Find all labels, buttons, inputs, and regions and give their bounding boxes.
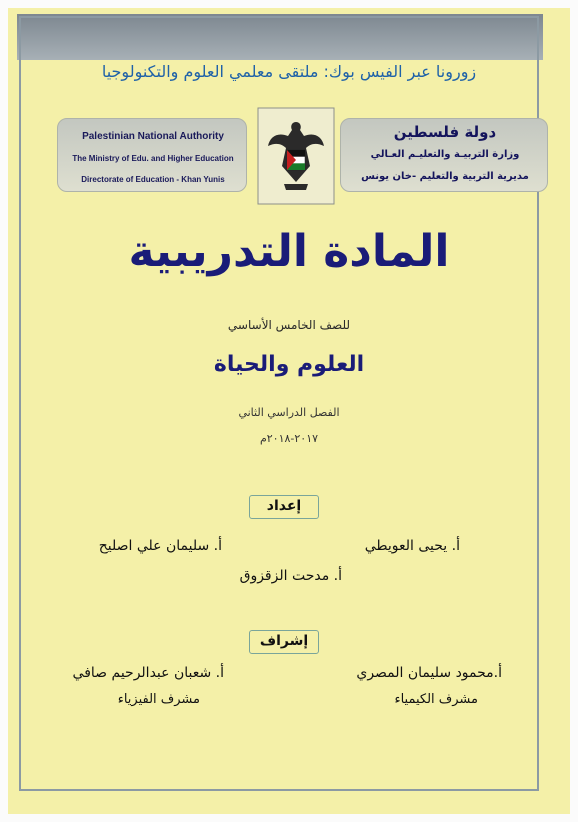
ministry-name-en: The Ministry of Edu. and Higher Education xyxy=(72,154,234,163)
subject-title: العلوم والحياة xyxy=(213,352,365,377)
semester-label: الفصل الدراسي الثاني xyxy=(238,406,340,419)
supervisor-role: مشرف الفيزياء xyxy=(117,692,200,707)
supervisor-role: مشرف الكيمياء xyxy=(394,692,478,707)
supervisor-name: أ.محمود سليمان المصري xyxy=(356,665,502,681)
facebook-line[interactable]: زورونا عبر الفيس بوك: ملتقى معلمي العلوم والتكنولوجيا xyxy=(101,62,477,81)
arabic-header-box xyxy=(340,118,548,192)
preparer-name: أ. مدحت الزقزوق xyxy=(239,568,342,584)
grade-label: للصف الخامس الأساسي xyxy=(227,318,351,332)
supervisor-name: أ. شعبان عبدالرحيم صافي xyxy=(72,665,224,681)
page-title: المادة التدريبية xyxy=(128,226,450,277)
supervision-label: إشراف xyxy=(249,630,319,654)
directorate-name-en: Directorate of Education - Khan Yunis xyxy=(81,175,225,184)
english-header-box xyxy=(57,118,247,192)
state-name-ar: دولة فلسطين xyxy=(393,123,497,141)
ministry-name-ar: وزارة التربيـة والتعليـم العـالي xyxy=(370,149,520,160)
preparation-label: إعداد xyxy=(249,495,319,519)
preparer-name: أ. سليمان علي اصليح xyxy=(98,538,222,554)
year-label: ٢٠١٧-٢٠١٨م xyxy=(259,432,319,445)
directorate-name-ar: مديرية التربية والتعليم -خان يونس xyxy=(361,171,529,182)
preparer-name: أ. يحيى العويطي xyxy=(364,538,460,554)
palestine-emblem-icon xyxy=(256,106,336,206)
authority-name-en: Palestinian National Authority xyxy=(82,131,224,142)
